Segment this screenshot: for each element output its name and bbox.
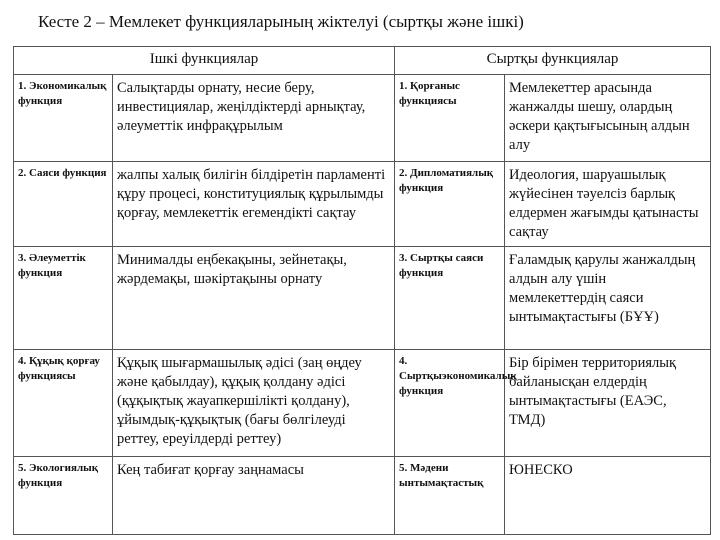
inner-function-description: Кең табиғат қорғау заңнамасы: [113, 457, 395, 535]
outer-functions-header: Сыртқы функциялар: [395, 47, 711, 75]
outer-function-label: 2. Дипломатиялық функция: [395, 162, 505, 247]
table-row: [14, 350, 711, 457]
table-row: [14, 75, 711, 162]
header-row: [14, 47, 711, 75]
table-row: [14, 457, 711, 535]
outer-function-description: Идеология, шаруашылық жүйесінен тәуелсіз барлық елдермен жағымды қатынасты сақтау: [505, 162, 711, 247]
inner-function-label: 5. Экологиялық функция: [14, 457, 113, 535]
inner-function-description: Салықтарды орнату, несие беру, инвестициялар, жеңілдіктерді арнықтау, әлеуметтік инфрақұрылым: [113, 75, 395, 162]
inner-functions-header: Ішкі функциялар: [14, 47, 395, 75]
table-row: [14, 247, 711, 350]
table-row: [14, 162, 711, 247]
table-caption: Кесте 2 – Мемлекет функцияларының жіктелуі (сыртқы және ішкі): [38, 12, 524, 31]
inner-function-description: жалпы халық билігін білдіретін парламенті құру процесі, конституциялық құрылымды қорғау, мемлекеттік егемендікті сақтау: [113, 162, 395, 247]
outer-function-description: Ғаламдық қарулы жанжалдың алдын алу үшін мемлекеттердің саяси ынтымақтастығы (БҰҰ): [505, 247, 711, 350]
inner-function-label: 4. Құқық қорғау функциясы: [14, 350, 113, 457]
outer-function-label: 3. Сыртқы саяси функция: [395, 247, 505, 350]
outer-function-description: Мемлекеттер арасында жанжалды шешу, олардың әскери қақтығысының алдын алу: [505, 75, 711, 162]
outer-function-label: 5. Мәдени ынтымақтастық: [395, 457, 505, 535]
outer-function-description: ЮНЕСКО: [505, 457, 711, 535]
outer-function-label: 1. Қорғаныс функциясы: [395, 75, 505, 162]
inner-function-label: 2. Саяси функция: [14, 162, 113, 247]
inner-function-description: Құқық шығармашылық әдісі (заң өңдеу және қабылдау), құқық қолдану әдісі (құқықтық жауапкершілікті қолдану), ұйымдық-құқықтық (бағы бөлгілеуді реттеу, ереуілдерді реттеу): [113, 350, 395, 457]
inner-function-label: 3. Әлеуметтік функция: [14, 247, 113, 350]
inner-function-description: Минималды еңбекақыны, зейнетақы, жәрдемақы, шәкіртақыны орнату: [113, 247, 395, 350]
outer-function-description: Бір бірімен территориялық байланысқан елдердің ынтымақтастығы (ЕАЭС, ТМД): [505, 350, 711, 457]
inner-function-label: 1. Экономикалық функция: [14, 75, 113, 162]
outer-function-label: 4. Сыртқыэкономикалық функция: [395, 350, 505, 457]
functions-table: [13, 46, 711, 535]
